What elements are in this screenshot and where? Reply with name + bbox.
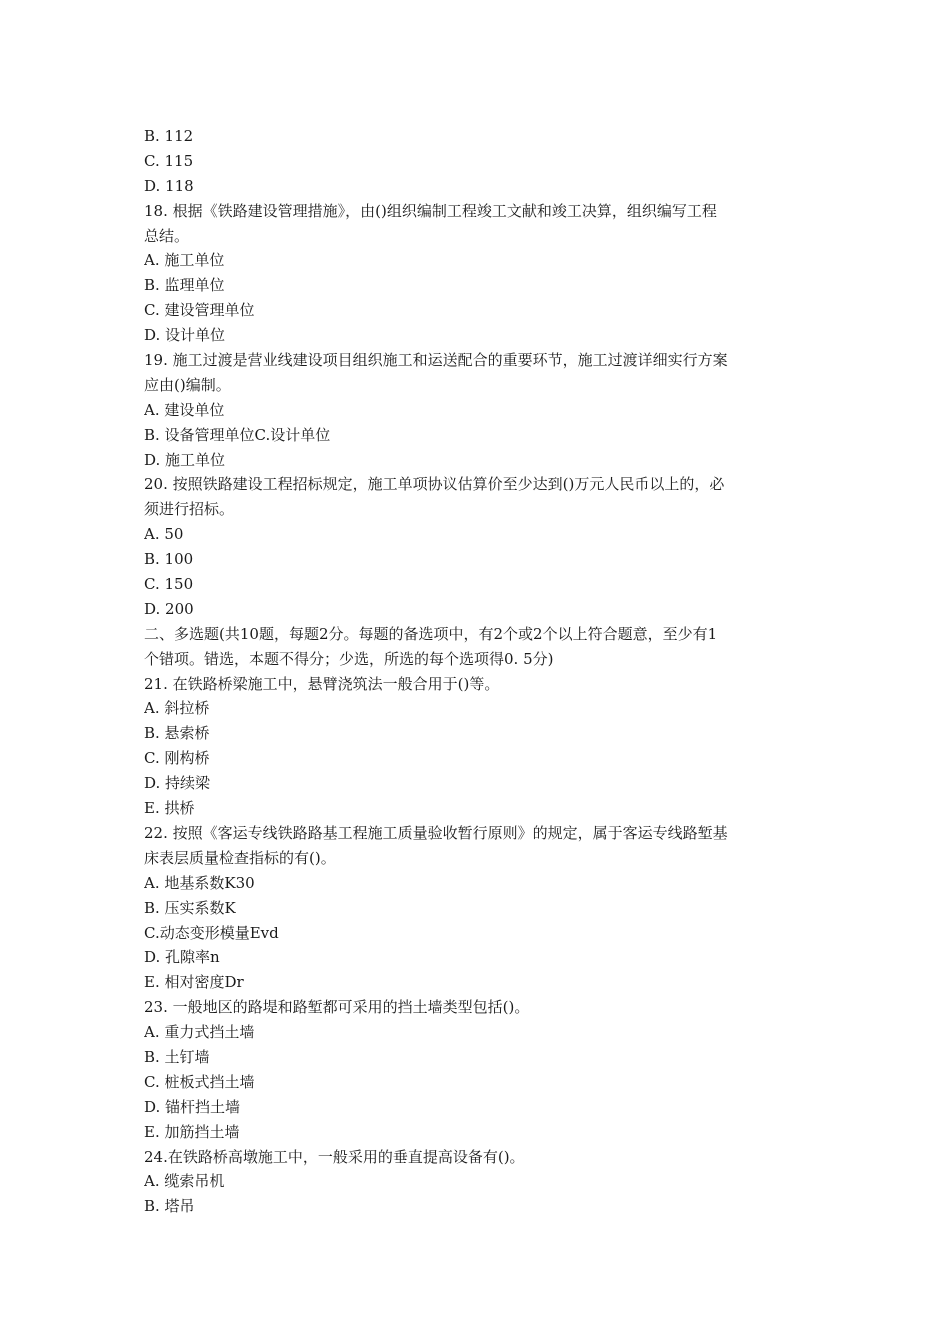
option-line: E. 拱桥	[144, 799, 195, 818]
section-heading-cont: 个错项。错选，本题不得分；少选，所选的每个选项得0. 5分)	[144, 649, 554, 668]
option-line: D. 118	[144, 176, 194, 195]
option-line: B. 设备管理单位C.设计单位	[144, 425, 331, 444]
option-line: D. 施工单位	[144, 450, 226, 469]
option-line: B. 悬索桥	[144, 724, 210, 743]
option-line: D. 锚杆挡土墙	[144, 1097, 241, 1116]
option-line: D. 持续梁	[144, 774, 211, 793]
option-line: B. 塔吊	[144, 1197, 195, 1216]
option-line: E. 相对密度Dr	[144, 973, 244, 992]
question-22-text-cont: 床表层质量检查指标的有()。	[144, 848, 336, 867]
document-body	[144, 124, 812, 1219]
question-18-text-cont: 总结。	[144, 226, 190, 245]
option-line: D. 设计单位	[144, 326, 226, 345]
option-line: E. 加筋挡土墙	[144, 1122, 240, 1141]
question-21-text: 21. 在铁路桥梁施工中，悬臂浇筑法一般合用于()等。	[144, 674, 500, 693]
option-line: C.动态变形模量Evd	[144, 923, 279, 942]
option-line: C. 桩板式挡土墙	[144, 1072, 255, 1091]
question-24-text: 24.在铁路桥高墩施工中，一般采用的垂直提高设备有()。	[144, 1147, 525, 1166]
option-line: A. 施工单位	[144, 251, 225, 270]
question-19-text: 19. 施工过渡是营业线建设项目组织施工和运送配合的重要环节，施工过渡详细实行方案	[144, 351, 728, 370]
option-line: C. 115	[144, 151, 194, 170]
option-line: C. 150	[144, 575, 194, 594]
question-20-text-cont: 须进行招标。	[144, 500, 235, 519]
question-22-text: 22. 按照《客运专线铁路路基工程施工质量验收暂行原则》的规定，属于客运专线路堑基	[144, 823, 728, 842]
option-line: A. 地基系数K30	[144, 873, 255, 892]
option-line: D. 200	[144, 599, 194, 618]
option-line: A. 重力式挡土墙	[144, 1023, 255, 1042]
option-line: B. 监理单位	[144, 276, 225, 295]
option-line: A. 斜拉桥	[144, 699, 210, 718]
option-line: B. 土钉墙	[144, 1047, 210, 1066]
option-line: B. 100	[144, 550, 194, 569]
option-line: A. 建设单位	[144, 400, 225, 419]
option-line: D. 孔隙率n	[144, 948, 220, 967]
option-line: C. 建设管理单位	[144, 301, 255, 320]
option-line: B. 压实系数K	[144, 898, 236, 917]
option-line: B. 112	[144, 127, 194, 145]
question-18-text: 18. 根据《铁路建设管理措施》，由()组织编制工程竣工文献和竣工决算，组织编写工程	[144, 201, 717, 220]
question-19-text-cont: 应由()编制。	[144, 375, 231, 394]
option-line: A. 缆索吊机	[144, 1172, 225, 1191]
option-line: A. 50	[144, 525, 184, 544]
question-23-text: 23. 一般地区的路堤和路堑都可采用的挡土墙类型包括()。	[144, 998, 530, 1017]
section-heading: 二、多选题(共10题，每题2分。每题的备选项中，有2个或2个以上符合题意，至少有1	[144, 624, 718, 643]
option-line: C. 刚构桥	[144, 749, 210, 768]
question-20-text: 20. 按照铁路建设工程招标规定，施工单项协议估算价至少达到()万元人民币以上的，必	[144, 475, 725, 494]
